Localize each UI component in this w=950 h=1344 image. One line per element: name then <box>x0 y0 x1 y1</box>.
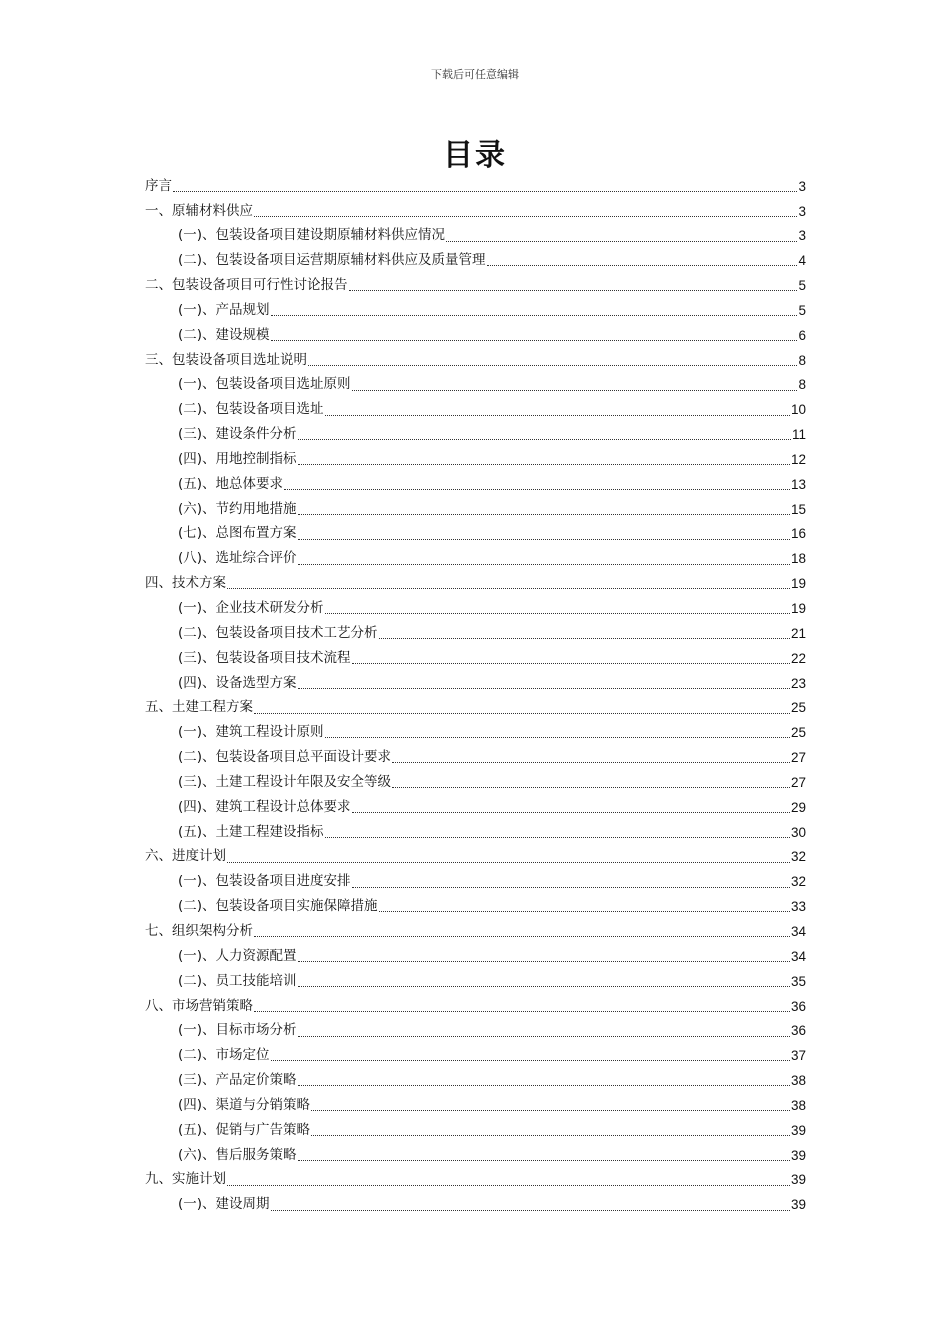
toc-entry[interactable] <box>145 596 806 621</box>
toc-entry-label: (三)、包装设备项目技术流程 <box>178 649 351 666</box>
toc-entry[interactable] <box>145 1068 806 1093</box>
dot-leader <box>298 539 790 540</box>
toc-entry[interactable] <box>145 671 806 696</box>
dot-leader <box>298 688 790 689</box>
toc-entry[interactable] <box>145 721 806 746</box>
dot-leader <box>325 737 790 738</box>
toc-entry-page-number: 25 <box>790 700 806 716</box>
dot-leader <box>311 1110 790 1111</box>
toc-entry-page-number: 36 <box>790 998 806 1014</box>
toc-entry-label: (四)、用地控制指标 <box>178 450 297 467</box>
toc-entry-page-number: 8 <box>798 377 806 393</box>
toc-entry-page-number: 39 <box>790 1197 806 1213</box>
dot-leader <box>227 588 790 589</box>
toc-entry[interactable] <box>145 1168 806 1193</box>
toc-entry-label: (一)、目标市场分析 <box>178 1022 297 1039</box>
toc-entry-page-number: 27 <box>790 750 806 766</box>
toc-entry[interactable] <box>145 646 806 671</box>
toc-entry[interactable] <box>145 1093 806 1118</box>
toc-entry-label: (一)、建设周期 <box>178 1196 270 1213</box>
dot-leader <box>271 1060 790 1061</box>
table-of-contents <box>145 174 806 1217</box>
dot-leader <box>271 1210 790 1211</box>
dot-leader <box>284 489 790 490</box>
toc-entry[interactable] <box>145 795 806 820</box>
header-note: 下载后可任意编辑 <box>431 68 519 81</box>
toc-entry-page-number: 38 <box>790 1097 806 1113</box>
toc-entry[interactable] <box>145 249 806 274</box>
toc-entry-page-number: 30 <box>790 824 806 840</box>
toc-entry-page-number: 6 <box>798 327 806 343</box>
dot-leader <box>271 315 798 316</box>
toc-entry[interactable] <box>145 572 806 597</box>
dot-leader <box>487 265 798 266</box>
dot-leader <box>298 564 790 565</box>
toc-entry-page-number: 10 <box>790 402 806 418</box>
dot-leader <box>298 464 790 465</box>
dot-leader <box>379 911 790 912</box>
toc-entry-page-number: 3 <box>798 228 806 244</box>
toc-entry-page-number: 33 <box>790 899 806 915</box>
toc-entry-page-number: 15 <box>790 501 806 517</box>
dot-leader <box>298 1036 790 1037</box>
toc-entry-label: (七)、总图布置方案 <box>178 525 297 542</box>
toc-entry-label: (一)、建筑工程设计原则 <box>178 724 324 741</box>
toc-entry[interactable] <box>145 472 806 497</box>
toc-entry-label: (五)、促销与广告策略 <box>178 1121 311 1138</box>
toc-entry[interactable] <box>145 770 806 795</box>
dot-leader <box>325 415 790 416</box>
dot-leader <box>311 1135 790 1136</box>
toc-entry[interactable] <box>145 373 806 398</box>
toc-entry[interactable] <box>145 522 806 547</box>
toc-entry-label: (五)、土建工程建设指标 <box>178 823 324 840</box>
toc-entry-label: (四)、建筑工程设计总体要求 <box>178 798 351 815</box>
toc-entry-label: 五、土建工程方案 <box>145 699 253 716</box>
toc-entry-page-number: 3 <box>798 178 806 194</box>
dot-leader <box>392 762 790 763</box>
toc-entry-page-number: 25 <box>790 725 806 741</box>
toc-entry-label: (三)、土建工程设计年限及安全等级 <box>178 773 392 790</box>
toc-entry[interactable] <box>145 547 806 572</box>
toc-entry-label: (五)、地总体要求 <box>178 475 284 492</box>
toc-entry-page-number: 34 <box>790 923 806 939</box>
toc-entry-label: 一、原辅材料供应 <box>145 202 253 219</box>
toc-entry[interactable] <box>145 273 806 298</box>
toc-entry[interactable] <box>145 994 806 1019</box>
toc-entry-label: (二)、市场定位 <box>178 1047 270 1064</box>
toc-entry-page-number: 11 <box>791 427 806 443</box>
toc-entry[interactable] <box>145 422 806 447</box>
toc-entry-page-number: 39 <box>790 1147 806 1163</box>
toc-entry-page-number: 39 <box>790 1122 806 1138</box>
dot-leader <box>298 1085 790 1086</box>
toc-entry-label: 三、包装设备项目选址说明 <box>145 351 307 368</box>
toc-entry-label: (四)、设备选型方案 <box>178 674 297 691</box>
dot-leader <box>352 390 798 391</box>
dot-leader <box>298 439 791 440</box>
toc-entry-label: (一)、企业技术研发分析 <box>178 600 324 617</box>
toc-entry-page-number: 13 <box>790 476 806 492</box>
dot-leader <box>298 986 790 987</box>
toc-entry-page-number: 22 <box>790 650 806 666</box>
toc-entry-label: (一)、产品规划 <box>178 301 270 318</box>
dot-leader <box>349 290 798 291</box>
toc-entry-page-number: 32 <box>790 874 806 890</box>
toc-entry-label: (二)、包装设备项目选址 <box>178 401 324 418</box>
toc-entry-page-number: 3 <box>798 203 806 219</box>
toc-entry-label: (三)、建设条件分析 <box>178 426 297 443</box>
toc-entry-label: (一)、包装设备项目进度安排 <box>178 873 351 890</box>
dot-leader <box>392 787 790 788</box>
dot-leader <box>325 613 790 614</box>
toc-entry-label: 八、市场营销策略 <box>145 997 253 1014</box>
dot-leader <box>352 812 790 813</box>
toc-entry-label: (八)、选址综合评价 <box>178 550 297 567</box>
toc-entry[interactable] <box>145 696 806 721</box>
toc-entry[interactable] <box>145 1118 806 1143</box>
toc-entry-label: (六)、售后服务策略 <box>178 1146 297 1163</box>
toc-entry[interactable] <box>145 944 806 969</box>
toc-entry[interactable] <box>145 969 806 994</box>
toc-entry[interactable] <box>145 1193 806 1218</box>
dot-leader <box>227 862 790 863</box>
toc-entry[interactable] <box>145 919 806 944</box>
toc-entry-page-number: 38 <box>790 1073 806 1089</box>
toc-entry-label: (二)、包装设备项目实施保障措施 <box>178 898 378 915</box>
toc-entry[interactable] <box>145 298 806 323</box>
toc-entry-label: (二)、包装设备项目总平面设计要求 <box>178 749 392 766</box>
dot-leader <box>325 837 790 838</box>
toc-entry[interactable] <box>145 447 806 472</box>
toc-entry-label: (四)、渠道与分销策略 <box>178 1096 311 1113</box>
toc-entry-page-number: 5 <box>798 278 806 294</box>
toc-entry-page-number: 35 <box>790 973 806 989</box>
toc-entry-page-number: 8 <box>798 352 806 368</box>
toc-entry-label: (一)、人力资源配置 <box>178 947 297 964</box>
toc-entry[interactable] <box>145 820 806 845</box>
toc-entry-label: (一)、包装设备项目建设期原辅材料供应情况 <box>178 227 446 244</box>
dot-leader <box>227 1185 790 1186</box>
toc-entry-page-number: 5 <box>798 302 806 318</box>
toc-entry[interactable] <box>145 894 806 919</box>
toc-entry[interactable] <box>145 745 806 770</box>
dot-leader <box>352 663 790 664</box>
dot-leader <box>352 887 790 888</box>
toc-entry[interactable] <box>145 348 806 373</box>
dot-leader <box>254 936 790 937</box>
toc-entry-label: (二)、包装设备项目运营期原辅材料供应及质量管理 <box>178 252 486 269</box>
toc-entry-page-number: 32 <box>790 849 806 865</box>
toc-entry[interactable] <box>145 870 806 895</box>
toc-entry[interactable] <box>145 323 806 348</box>
toc-entry-label: 七、组织架构分析 <box>145 922 253 939</box>
toc-entry-page-number: 12 <box>790 451 806 467</box>
toc-entry[interactable] <box>145 224 806 249</box>
toc-entry-page-number: 36 <box>790 1023 806 1039</box>
toc-entry-label: 二、包装设备项目可行性讨论报告 <box>145 277 348 294</box>
toc-entry-label: (二)、建设规模 <box>178 326 270 343</box>
toc-entry[interactable] <box>145 1143 806 1168</box>
dot-leader <box>254 1011 790 1012</box>
toc-entry[interactable] <box>145 199 806 224</box>
toc-entry[interactable] <box>145 174 806 199</box>
toc-entry-label: 六、进度计划 <box>145 848 226 865</box>
toc-entry-label: (二)、员工技能培训 <box>178 972 297 989</box>
toc-entry-page-number: 29 <box>790 799 806 815</box>
toc-entry-page-number: 4 <box>798 253 806 269</box>
toc-entry-page-number: 19 <box>790 576 806 592</box>
toc-entry-label: 序言 <box>145 177 172 194</box>
dot-leader <box>298 961 790 962</box>
dot-leader <box>298 1160 790 1161</box>
toc-entry-page-number: 21 <box>790 625 806 641</box>
toc-entry-label: (三)、产品定价策略 <box>178 1072 297 1089</box>
toc-entry-page-number: 27 <box>790 774 806 790</box>
toc-title: 目录 <box>443 138 507 173</box>
toc-entry-label: (六)、节约用地措施 <box>178 500 297 517</box>
dot-leader <box>173 191 797 192</box>
toc-entry-label: 四、技术方案 <box>145 575 226 592</box>
dot-leader <box>379 638 790 639</box>
toc-entry-page-number: 16 <box>790 526 806 542</box>
dot-leader <box>271 340 798 341</box>
toc-entry-label: (一)、包装设备项目选址原则 <box>178 376 351 393</box>
toc-entry-page-number: 18 <box>790 551 806 567</box>
toc-entry[interactable] <box>145 1019 806 1044</box>
dot-leader <box>308 365 797 366</box>
toc-entry[interactable] <box>145 497 806 522</box>
toc-entry-label: 九、实施计划 <box>145 1171 226 1188</box>
dot-leader <box>298 514 790 515</box>
dot-leader <box>254 713 790 714</box>
toc-entry[interactable] <box>145 398 806 423</box>
toc-entry-page-number: 34 <box>790 948 806 964</box>
dot-leader <box>254 216 797 217</box>
toc-entry-page-number: 37 <box>790 1048 806 1064</box>
dot-leader <box>446 241 797 242</box>
toc-entry-page-number: 19 <box>790 601 806 617</box>
toc-entry-label: (二)、包装设备项目技术工艺分析 <box>178 624 378 641</box>
toc-entry[interactable] <box>145 1044 806 1069</box>
toc-entry[interactable] <box>145 621 806 646</box>
toc-entry-page-number: 23 <box>790 675 806 691</box>
toc-entry[interactable] <box>145 845 806 870</box>
toc-entry-page-number: 39 <box>790 1172 806 1188</box>
